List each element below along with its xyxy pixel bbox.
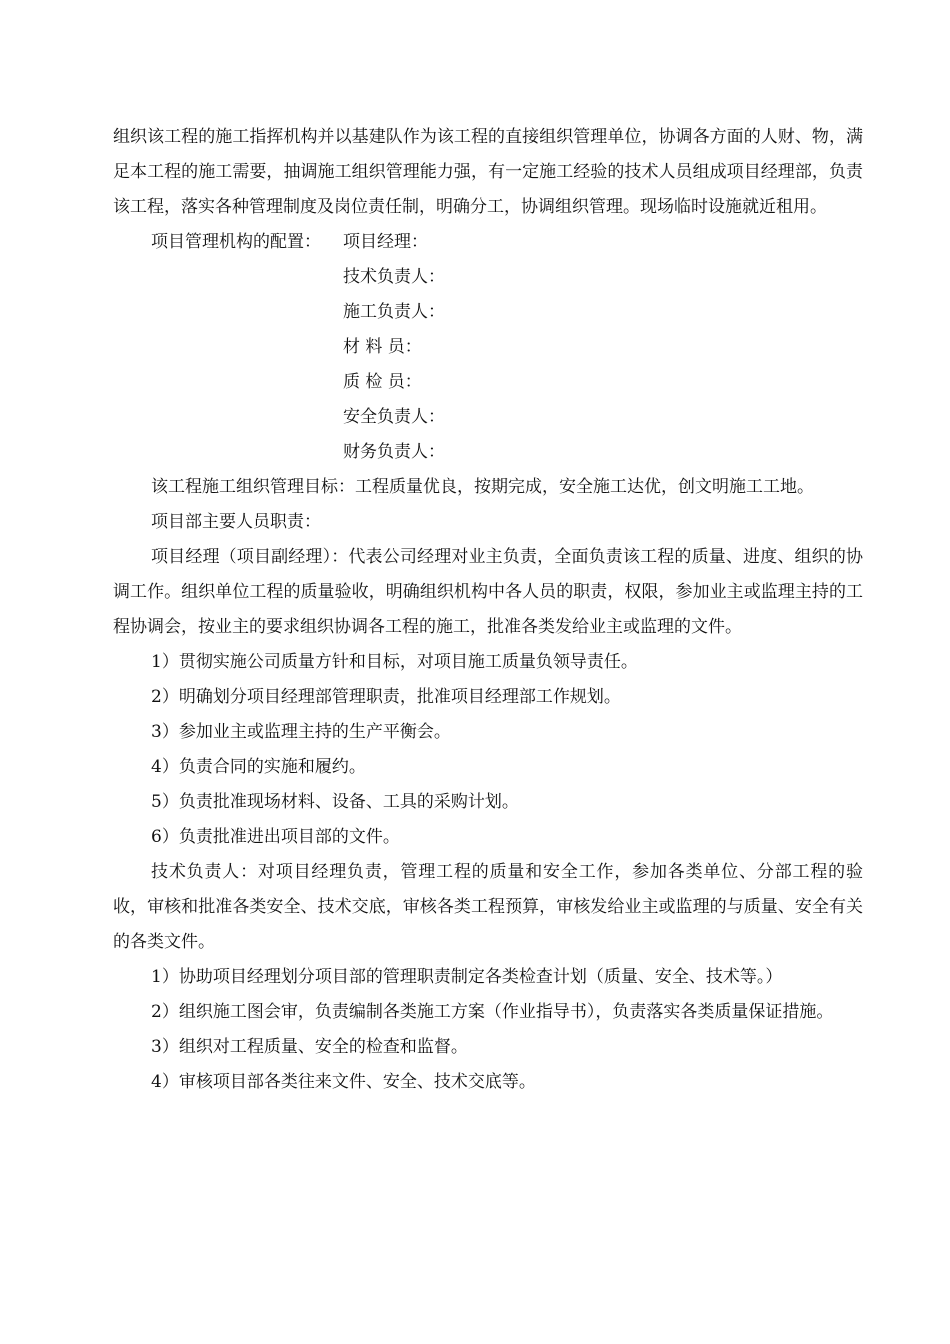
role-config-list [113, 225, 863, 470]
pm-duty-item: 3）参加业主或监理主持的生产平衡会。 [151, 722, 451, 742]
role-row [113, 295, 863, 330]
role-project-manager: 项目经理： [343, 232, 428, 252]
tech-duty-item: 4）审核项目部各类往来文件、安全、技术交底等。 [151, 1072, 536, 1092]
pm-duty-item: 2）明确划分项目经理部管理职责，批准项目经理部工作规划。 [151, 687, 621, 707]
role-row [113, 400, 863, 435]
tech-duty-item: 1）协助项目经理划分项目部的管理职责制定各类检查计划（质量、安全、技术等。） [151, 967, 783, 987]
project-manager-duties: 项目经理（项目副经理）：代表公司经理对业主负责，全面负责该工程的质量、进度、组织的协调工作。组织单位工程的质量验收，明确组织机构中各人员的职责，权限，参加业主或监理主持的工程协调会，按业主的要求组织协调各工程的施工，批准各类发给业主或监理的文件。 [113, 547, 863, 637]
tech-duty-item: 3）组织对工程质量、安全的检查和监督。 [151, 1037, 468, 1057]
pm-duty-item: 1）贯彻实施公司质量方针和目标，对项目施工质量负领导责任。 [151, 652, 638, 672]
tech-duty-item: 2）组织施工图会审，负责编制各类施工方案（作业指导书），负责落实各类质量保证措施。 [151, 1002, 834, 1022]
document-body [113, 120, 863, 1100]
technical-lead-duties: 技术负责人：对项目经理负责，管理工程的质量和安全工作，参加各类单位、分部工程的验收，审核和批准各类安全、技术交底，审核各类工程预算，审核发给业主或监理的与质量、安全有关的各类文件。 [113, 862, 863, 952]
role-quality-inspector: 质 检 员： [343, 372, 422, 392]
role-finance-lead: 财务负责人： [343, 442, 445, 462]
config-lead: 项目管理机构的配置： [151, 232, 321, 252]
duties-title: 项目部主要人员职责： [151, 512, 321, 532]
role-materials-officer: 材 料 员： [343, 337, 422, 357]
role-row [113, 260, 863, 295]
role-construction-lead: 施工负责人： [343, 302, 445, 322]
pm-duty-item: 5）负责批准现场材料、设备、工具的采购计划。 [151, 792, 519, 812]
role-safety-lead: 安全负责人： [343, 407, 445, 427]
role-row [113, 435, 863, 470]
role-row [113, 225, 863, 260]
pm-duty-item: 6）负责批准进出项目部的文件。 [151, 827, 400, 847]
management-goal: 该工程施工组织管理目标：工程质量优良，按期完成，安全施工达优，创文明施工工地。 [151, 477, 814, 497]
role-technical-lead: 技术负责人： [343, 267, 445, 287]
intro-paragraph: 组织该工程的施工指挥机构并以基建队作为该工程的直接组织管理单位，协调各方面的人财、物，满足本工程的施工需要，抽调施工组织管理能力强，有一定施工经验的技术人员组成项目经理部，负责该工程，落实各种管理制度及岗位责任制，明确分工，协调组织管理。现场临时设施就近租用。 [113, 127, 863, 217]
pm-duty-item: 4）负责合同的实施和履约。 [151, 757, 366, 777]
role-row [113, 365, 863, 400]
role-row [113, 330, 863, 365]
